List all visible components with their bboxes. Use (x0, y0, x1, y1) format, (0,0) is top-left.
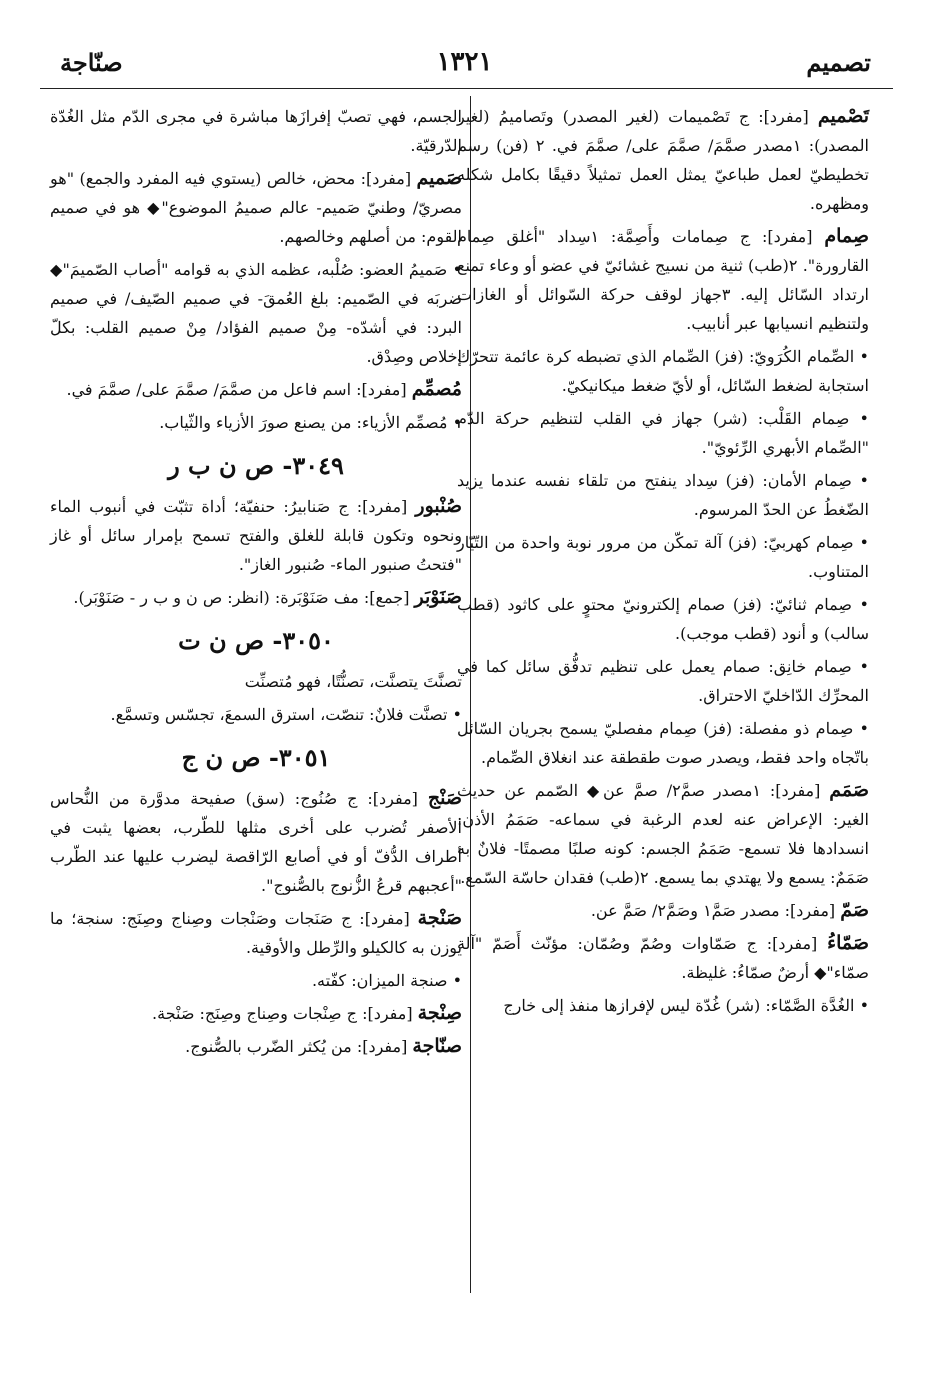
dictionary-entry (457, 652, 869, 710)
entry-definition: • صِمام القَلْب: (شر) جهاز في القلب لتنظيم حركة الدّم "الصِّمام الأبهري الرِّئويّ". (457, 409, 869, 457)
dictionary-entry (50, 583, 462, 612)
entry-definition: [مفرد]: مصدر صَمَّ١ وصَمَّ٢/ صَمَّ عن. (590, 901, 836, 920)
entry-headword: صَمّ (840, 899, 869, 921)
dictionary-entry (50, 667, 462, 696)
dictionary-entry (50, 255, 462, 371)
page-header (60, 42, 871, 82)
header-last-word: صنّاجة (60, 47, 123, 77)
root-heading: ٣٠٥٠- ص ن ت (178, 626, 334, 655)
dictionary-entry (50, 1032, 462, 1061)
dictionary-entry (457, 896, 869, 925)
entry-definition: [مفرد]: ج صَنَجات وصَنْجات وصِناج وصِنَج: سنجة؛ ما يوزن به كالكيلو والرِّطل والأوقية. (50, 909, 462, 957)
root-heading: ٣٠٤٩- ص ن ب ر (168, 451, 344, 480)
entry-definition: [مفرد]: من يُكثر الضّرب بالصُّنوج. (185, 1037, 408, 1056)
entry-definition: • صِمام ذو مفصلة: (فز) صِمام مفصليّ يسمح بجريان السّائل باتّجاه واحد فقط، ويصدر صوت طقطقة عند انغلاق الصِّمام. (457, 719, 869, 767)
dictionary-entry (50, 102, 462, 160)
entry-headword: صِمام (824, 225, 869, 247)
dictionary-entry (50, 492, 462, 579)
dictionary-entry (50, 784, 462, 900)
entry-definition: [مفرد]: ١مصدر صمَّ٢/ صمَّ عن◆ الصّمم عن حديث الغير: الإعراض عنه لعدم الرغبة في سماعه- صَمَمُ الأذن: انسدادها فلا تسمع- صَمَمُ الجسم: كونه صلبًا مصمتًا- فلانٌ به صَمَمٌ: يسمع ولا يهتدي بما يسمع. ٢(طب) فقدان حاسّة السّمع. (457, 781, 869, 887)
entry-definition: • صَميمُ العضو: صُلْبه، عظمه الذي به قوامه "أصاب الصّميمَ"◆ ضربَه في الصّميم: بلغ العُمقَ- في صميم الصّيف/ في صميم البرد: في أشدّه- مِنْ صميم الفؤاد/ مِنْ صميم القلب: بكلّ إخلاص وصِدْق. (50, 260, 462, 366)
dictionary-entry (457, 102, 869, 218)
entry-definition: • الصِّمام الكُرَويّ: (فز) الصِّمام الذي تضبطه كرة عائمة تتحرّك استجابة لضغط السّائل، أو لأيّ ضغط ميكانيكيّ. (457, 347, 869, 395)
dictionary-entry (457, 991, 869, 1020)
entry-definition: [مفرد]: ج صِمامات وأَصِمَّة: ١سِداد "أغلق صِمام القارورة". ٢(طب) ثنية من نسيج غشائيّ في عضو أو وعاء تمنع ارتداد السّائل إليه. ٣جهاز لوقف حركة السّوائل أو الغازات ولتنظيم انسيابها عبر أنابيب. (457, 227, 869, 333)
entry-definition: [مفرد]: اسم فاعل من صمَّمَ/ صمَّمَ على/ صمَّمَ في. (66, 380, 407, 399)
dictionary-entry (457, 590, 869, 648)
entry-headword: صنّاجة (412, 1035, 462, 1057)
entry-headword: تَصْميم (817, 105, 870, 127)
dictionary-entry (50, 375, 462, 404)
entry-headword: صِنْجة (417, 1002, 462, 1024)
entry-definition: [مفرد]: ج صَنابيرُ: حنفيّة؛ أداة تثبّت في أنبوب الماء ونحوه وتكون قابلة للغلق والفتح تسمح بإمرار سائل أو غاز "فتحتُ صنبور الماء- صُنبور الغاز". (50, 497, 462, 574)
header-first-word: تصميم (806, 47, 871, 77)
dictionary-entry (457, 342, 869, 400)
entry-headword: مُصمِّم (411, 378, 462, 400)
entry-definition: • صِمام كهربيّ: (فز) آلة تمكّن من مرور نوبة واحدة من التّيّار المتناوب. (457, 533, 869, 581)
dictionary-entry (457, 466, 869, 524)
entry-definition: • الغُدَّة الصَّمّاء: (شر) غُدّة ليس لإفرازها منفذ إلى خارج (503, 996, 869, 1015)
entry-definition: • صنجة الميزان: كفّته. (311, 971, 462, 990)
entry-headword: صَنْج (427, 787, 463, 809)
entry-definition: [مفرد]: ج صَمّاوات وصُمّ وصُمّان: مؤنّث أَصَمّ "آلة صمّاء"◆ أرضٌ صمّاءُ: غليظة. (457, 934, 869, 982)
right-column (457, 102, 869, 1024)
entry-definition: • مُصمِّم الأزياء: من يصنع صورَ الأزياء والثّياب. (159, 413, 462, 432)
entry-definition: [مفرد]: ج صِنْجات وصِناج وصِنَج: صَنْجة. (152, 1004, 413, 1023)
dictionary-entry (50, 408, 462, 437)
dictionary-entry (50, 164, 462, 251)
dictionary-entry (50, 966, 462, 995)
entry-definition: [مفرد]: ج تَصْميمات (لغير المصدر) وتَصاميمُ (لغير المصدر): ١مصدر صمَّمَ/ صمَّمَ على/ صمَّمَ في. ٢ (فن) رسم تخطيطيّ لعمل طباعيّ يمثل العمل تمثيلاً دقيقًا بكامل شكله ومظهره. (457, 107, 869, 213)
entry-headword: صَنْجة (417, 907, 462, 929)
dictionary-entry (457, 404, 869, 462)
entry-definition: • صِمام ثنائيّ: (فز) صمام إلكترونيّ محتوٍ على كاثود (قطب سالب) و أنود (قطب موجب). (457, 595, 869, 643)
entry-definition: • تصنَّت فلانٌ: تنصّت، استرق السمعَ، تجسّس وتسمَّع. (110, 705, 462, 724)
entry-definition: تصنَّتَ يتصنَّت، تصنُّتًا، فهو مُتصنِّت (244, 672, 462, 691)
dictionary-entry (457, 222, 869, 338)
entry-headword: صَنَوْبَر (414, 586, 462, 608)
entry-headword: صُنْبور (415, 495, 462, 517)
entry-definition: • صِمام خانِق: صمام يعمل على تنظيم تدفُّق سائل كما في المحرِّك الدّاخليّ الاحتراق. (457, 657, 869, 705)
dictionary-entry (50, 999, 462, 1028)
dictionary-entry (457, 714, 869, 772)
dictionary-entry (457, 528, 869, 586)
dictionary-entry (50, 700, 462, 729)
dictionary-entry (457, 929, 869, 987)
header-rule (40, 88, 893, 89)
entry-definition: الجسم، فهي تصبّ إفرازَها مباشرة في مجرى الدّم مثل الغُدّة الدّرقيّة. (50, 107, 462, 155)
page-number: ١٣٢١ (436, 47, 493, 77)
entry-headword: صَمَم (829, 779, 870, 801)
entry-headword: صَميم (416, 167, 463, 189)
entry-definition: [مفرد]: محض، خالص (يستوي فيه المفرد والجمع) "هو مصريّ/ وطنيّ صَميم- عالم صميمُ الموضوع"◆ هو في صميم القوم: من أصلهم وخالصهم. (50, 169, 462, 246)
entry-definition: [جمع]: مف صَنَوْبَرة: (انظر: ص ن و ب ر - صَنَوْبَر). (73, 588, 410, 607)
dictionary-entry (50, 904, 462, 962)
entry-headword: صَمّاءُ (827, 932, 870, 954)
entry-definition: • صِمام الأمان: (فز) سِداد ينفتح من تلقاء نفسه عندما يزيد الضّغطُ عن الحدّ المرسوم. (457, 471, 869, 519)
entry-definition: [مفرد]: ج صُنُوج: (سق) صفيحة مدوَّرة من النُّحاس الأصفر تُضرب على أخرى مثلها للطّرب، بعضها يثبت في أطراف الدُّفّ أو في أصابع الرّاقصة ليضرب عليها عند الطّرب "أعجبهم قرعُ الزُّنوج بالصُّنوج". (50, 789, 463, 895)
root-heading: ٣٠٥١- ص ن ج (181, 743, 331, 772)
left-column (50, 102, 462, 1065)
dictionary-entry (457, 776, 869, 892)
